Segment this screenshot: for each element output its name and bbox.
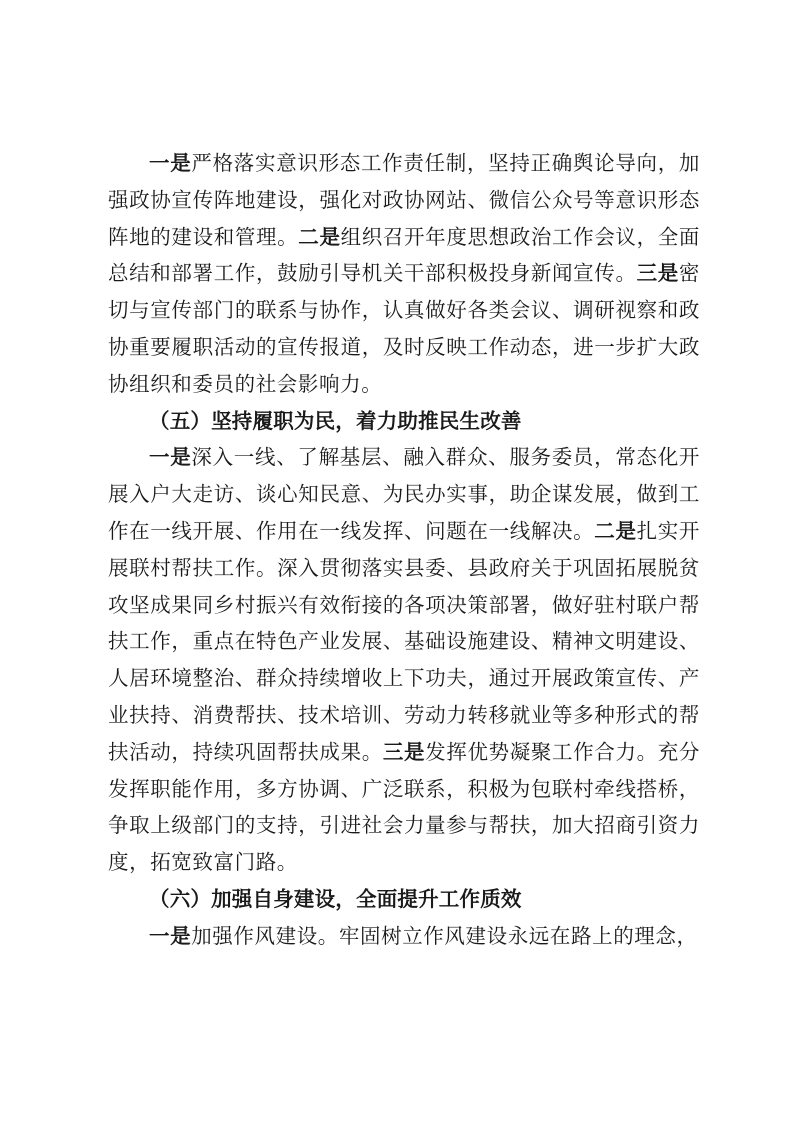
paragraph-text: 加强作风建设。牢固树立作风建设永远在路上的理念， [191, 923, 698, 948]
enumeration-marker: 三是 [382, 739, 426, 764]
enumeration-marker: 二是 [594, 518, 637, 543]
paragraph-text: 扎实开展联村帮扶工作。深入贯彻落实县委、县政府关于巩固拓展脱贫攻坚成果同乡村振兴有效衔接的各项决策部署，做好驻村联户帮扶工作，重点在特色产业发展、基础设施建设、精神文明建设、人居环境整治、群众持续增收上下功夫，通过开展政策宣传、产业扶持、消费帮扶、技术培训、劳动力转移就业等多种形式的帮扶活动，持续巩固帮扶成果。 [108, 518, 700, 764]
section-heading: （六）加强自身建设，全面提升工作质效 [149, 886, 522, 911]
body-paragraph [108, 439, 700, 881]
paragraph-text: 深入一线、了解基层、融入群众、服务委员，常态化开展入户大走访、谈心知民意、为民办实事，助企谋发展，做到工作在一线开展、作用在一线发挥、问题在一线解决。 [108, 445, 701, 543]
enumeration-marker: 一是 [149, 151, 192, 175]
enumeration-marker: 一是 [149, 923, 192, 948]
paragraph-text: 密切与宣传部门的联系与协作，认真做好各类会议、调研视察和政协重要履职活动的宣传报道，及时反映工作动态，进一步扩大政协组织和委员的社会影响力。 [108, 261, 701, 396]
body-paragraph [108, 145, 700, 403]
paragraph-text: 组织召开年度思想政治工作会议，全面总结和部署工作，鼓励引导机关干部积极投身新闻宣传。 [108, 224, 700, 286]
document-body [108, 145, 700, 955]
body-paragraph [108, 918, 700, 955]
enumeration-marker: 三是 [636, 261, 679, 286]
enumeration-marker: 一是 [149, 445, 192, 470]
paragraph-text: 发挥优势凝聚工作合力。充分发挥职能作用，多方协调、广泛联系，积极为包联村牵线搭桥，争取上级部门的支持，引进社会力量参与帮扶，加大招商引资力度，拓宽致富门路。 [108, 739, 700, 875]
paragraph-text: 严格落实意识形态工作责任制，坚持正确舆论导向，加强政协宣传阵地建设，强化对政协网站、微信公众号等意识形态阵地的建设和管理。 [108, 151, 701, 249]
section-heading: （五）坚持履职为民，着力助推民生改善 [149, 408, 522, 433]
enumeration-marker: 二是 [298, 224, 341, 249]
